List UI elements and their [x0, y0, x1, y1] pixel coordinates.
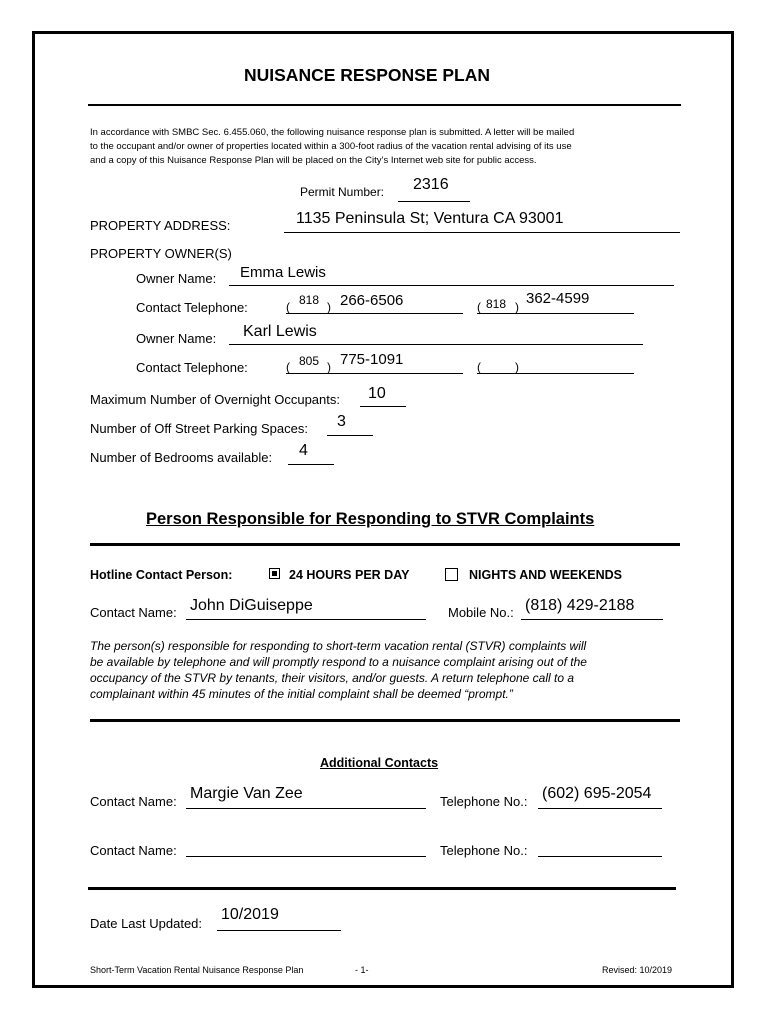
property-address-underline	[284, 232, 680, 233]
owner-1-phone-label: Contact Telephone:	[136, 300, 248, 315]
bedrooms-value[interactable]: 4	[299, 442, 308, 459]
additional-2-name-label: Contact Name:	[90, 843, 177, 858]
additional-heading: Additional Contacts	[320, 756, 439, 770]
additional-1-phone-underline	[538, 808, 662, 809]
max-occupants-underline	[360, 406, 406, 407]
max-occupants-label: Maximum Number of Overnight Occupants:	[90, 392, 340, 407]
additional-1-name-label: Contact Name:	[90, 794, 177, 809]
hotline-nights-checkbox[interactable]	[445, 568, 458, 581]
owner-2-phone2-underline	[477, 373, 634, 374]
responsible-name-underline	[186, 619, 426, 620]
owner-1-name-value[interactable]: Emma Lewis	[240, 264, 326, 281]
parking-value[interactable]: 3	[337, 413, 346, 430]
owner-2-phone1-area[interactable]: 805	[299, 354, 320, 368]
additional-2-phone-label: Telephone No.:	[440, 843, 528, 858]
owner-2-phone1-close-paren: )	[327, 360, 331, 374]
owner-1-phone1-open-paren: (	[286, 300, 290, 314]
owner-1-name-label: Owner Name:	[136, 271, 217, 286]
additional-1-name-value[interactable]: Margie Van Zee	[190, 785, 303, 802]
date-updated-label: Date Last Updated:	[90, 916, 203, 931]
owner-1-phone1-number[interactable]: 266-6506	[340, 292, 404, 309]
hotline-24hours-checkbox[interactable]	[269, 568, 280, 579]
owner-1-phone2-area[interactable]: 818	[486, 297, 507, 311]
owner-1-phone1-close-paren: )	[327, 300, 331, 314]
additional-1-name-underline	[186, 808, 426, 809]
owner-2-phone1-underline	[286, 373, 463, 374]
property-address-value[interactable]: 1135 Peninsula St; Ventura CA 93001	[296, 210, 564, 227]
owner-2-phone1-number[interactable]: 775-1091	[340, 351, 404, 368]
owner-1-phone2-underline	[477, 313, 634, 314]
responsible-mobile-value[interactable]: (818) 429-2188	[525, 597, 635, 614]
intro-line-2: to the occupant and/or owner of properties located within a 300-foot radius of the vacation rental advising of its use	[90, 141, 572, 152]
owner-1-name-underline	[229, 285, 674, 286]
footer-right: Revised: 10/2019	[602, 965, 673, 975]
owner-2-name-label: Owner Name:	[136, 331, 217, 346]
additional-1-phone-label: Telephone No.:	[440, 794, 528, 809]
additional-2-name-underline	[186, 856, 426, 857]
max-occupants-value[interactable]: 10	[368, 385, 386, 402]
owner-1-phone2-close-paren: )	[515, 300, 519, 314]
bedrooms-underline	[288, 464, 334, 465]
parking-label: Number of Off Street Parking Spaces:	[90, 421, 308, 436]
footer-page-number: - 1-	[355, 965, 369, 975]
responsible-mobile-underline	[521, 619, 663, 620]
permit-value[interactable]: 2316	[413, 176, 449, 193]
footer-left: Short-Term Vacation Rental Nuisance Response Plan	[90, 965, 304, 975]
owner-2-phone2-open-paren: (	[477, 360, 481, 374]
owner-1-phone1-underline	[286, 313, 463, 314]
permit-underline	[398, 201, 470, 202]
page-title: NUISANCE RESPONSE PLAN	[244, 65, 491, 85]
title-rule	[88, 104, 681, 106]
responsible-heading: Person Responsible for Responding to STVR Complaints	[146, 510, 595, 528]
hotline-label: Hotline Contact Person:	[90, 568, 233, 582]
owners-heading: PROPERTY OWNER(S)	[90, 246, 232, 261]
parking-underline	[327, 435, 373, 436]
responsible-rule	[90, 543, 680, 546]
additional-rule	[88, 887, 676, 890]
responsible-name-label: Contact Name:	[90, 605, 177, 620]
statement-line-2: be available by telephone and will promptly respond to a nuisance complaint arising out of the	[90, 655, 587, 669]
statement-line-3: occupancy of the STVR by tenants, their visitors, and/or guests. A return telephone call to a	[90, 671, 575, 685]
owner-2-phone1-open-paren: (	[286, 360, 290, 374]
intro-line-1: In accordance with SMBC Sec. 6.455.060, the following nuisance response plan is submitted. A letter will be mailed	[90, 127, 575, 138]
statement-line-4: complainant within 45 minutes of the initial complaint shall be deemed “prompt.”	[90, 687, 513, 701]
owner-2-name-value[interactable]: Karl Lewis	[243, 323, 317, 340]
statement-line-1: The person(s) responsible for responding to short-term vacation rental (STVR) complaints will	[90, 639, 587, 653]
bedrooms-label: Number of Bedrooms available:	[90, 450, 273, 465]
owner-1-phone2-open-paren: (	[477, 300, 481, 314]
owner-2-phone-label: Contact Telephone:	[136, 360, 248, 375]
owner-1-phone1-area[interactable]: 818	[299, 293, 320, 307]
date-updated-value[interactable]: 10/2019	[221, 906, 279, 923]
statement-rule	[90, 719, 680, 722]
hotline-24hours-label: 24 HOURS PER DAY	[289, 568, 410, 582]
owner-2-name-underline	[229, 344, 643, 345]
owner-2-phone2-close-paren: )	[515, 360, 519, 374]
permit-label: Permit Number:	[300, 185, 385, 199]
additional-2-phone-underline	[538, 856, 662, 857]
property-address-label: PROPERTY ADDRESS:	[90, 218, 231, 233]
responsible-mobile-label: Mobile No.:	[448, 605, 514, 620]
intro-line-3: and a copy of this Nuisance Response Plan will be placed on the City’s Internet web site for public access.	[90, 155, 537, 166]
additional-1-phone-value[interactable]: (602) 695-2054	[542, 785, 652, 802]
hotline-nights-label: NIGHTS AND WEEKENDS	[469, 568, 623, 582]
owner-1-phone2-number[interactable]: 362-4599	[526, 290, 590, 307]
responsible-name-value[interactable]: John DiGuiseppe	[190, 597, 313, 614]
date-updated-underline	[217, 930, 341, 931]
